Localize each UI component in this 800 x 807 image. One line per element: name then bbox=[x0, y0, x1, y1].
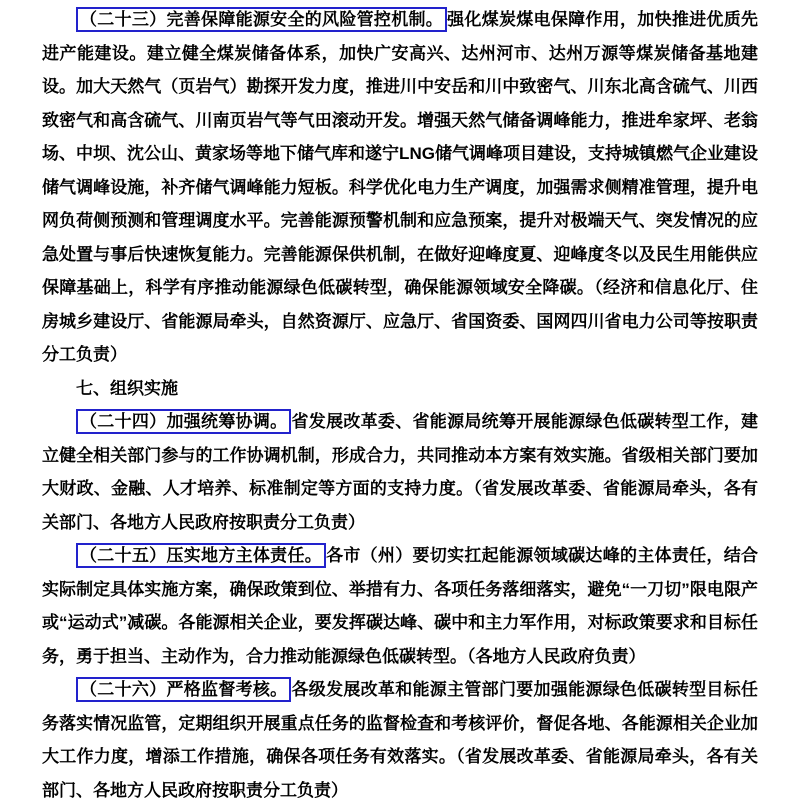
boxed-heading-clause-23: （二十三）完善保障能源安全的风险管控机制。 bbox=[76, 7, 447, 32]
paragraph-body-clause-24: 省发展改革委、省能源局统筹开展能源绿色低碳转型工作，建立健全相关部门参与的工作协调机制，形成合力，共同推动本方案有效实施。省级相关部门要加大财政、金融、人才培养、标准制定等方面的支持力度。（省发展改革委、省能源局牵头，各有关部门、各地方人民政府按职责分工负责） bbox=[42, 412, 759, 532]
boxed-heading-clause-24: （二十四）加强统筹协调。 bbox=[76, 409, 291, 434]
paragraph-clause-26 bbox=[42, 673, 758, 807]
paragraph-clause-23 bbox=[42, 3, 758, 372]
boxed-heading-clause-25: （二十五）压实地方主体责任。 bbox=[76, 543, 326, 568]
paragraph-body-clause-23: 强化煤炭煤电保障作用，加快推进优质先进产能建设。建立健全煤炭储备体系，加快广安高兴、达州河市、达州万源等煤炭储备基地建设。加大天然气（页岩气）勘探开发力度，推进川中安岳和川中致密气、川东北高含硫气、川西致密气和高含硫气、川南页岩气等气田滚动开发。增强天然气储备调峰能力，推进牟家坪、老翁场、中坝、沈公山、黄家场等地下储气库和遂宁LNG储气调峰项目建设，支持城镇燃气企业建设储气调峰设施，补齐储气调峰能力短板。科学优化电力生产调度，加强需求侧精准管理，提升电网负荷侧预测和管理调度水平。完善能源预警机制和应急预案，提升对极端天气、突发情况的应急处置与事后快速恢复能力。完善能源保供机制，在做好迎峰度夏、迎峰度冬以及民生用能供应保障基础上，科学有序推动能源绿色低碳转型，确保能源领域安全降碳。（经济和信息化厅、住房城乡建设厅、省能源局牵头，自然资源厅、应急厅、省国资委、国网四川省电力公司等按职责分工负责） bbox=[42, 10, 758, 364]
paragraph-body-clause-26: 各级发展改革和能源主管部门要加强能源绿色低碳转型目标任务落实情况监管，定期组织开展重点任务的监督检查和考核评价，督促各地、各能源相关企业加大工作力度，增添工作措施，确保各项任务有效落实。（省发展改革委、省能源局牵头，各有关部门、各地方人民政府按职责分工负责） bbox=[42, 680, 759, 800]
paragraph-clause-24 bbox=[42, 405, 758, 539]
paragraph-clause-25 bbox=[42, 539, 758, 673]
boxed-heading-clause-26: （二十六）严格监督考核。 bbox=[76, 677, 291, 702]
section-heading-7: 七、组织实施 bbox=[76, 378, 178, 398]
paragraph-body-clause-25: 各市（州）要切实扛起能源领域碳达峰的主体责任，结合实际制定具体实施方案，确保政策到位、举措有力、各项任务落细落实，避免“一刀切”限电限产或“运动式”减碳。各能源相关企业，要发挥碳达峰、碳中和主力军作用，对标政策要求和目标任务，勇于担当、主动作为，合力推动能源绿色低碳转型。（各地方人民政府负责） bbox=[42, 546, 759, 666]
